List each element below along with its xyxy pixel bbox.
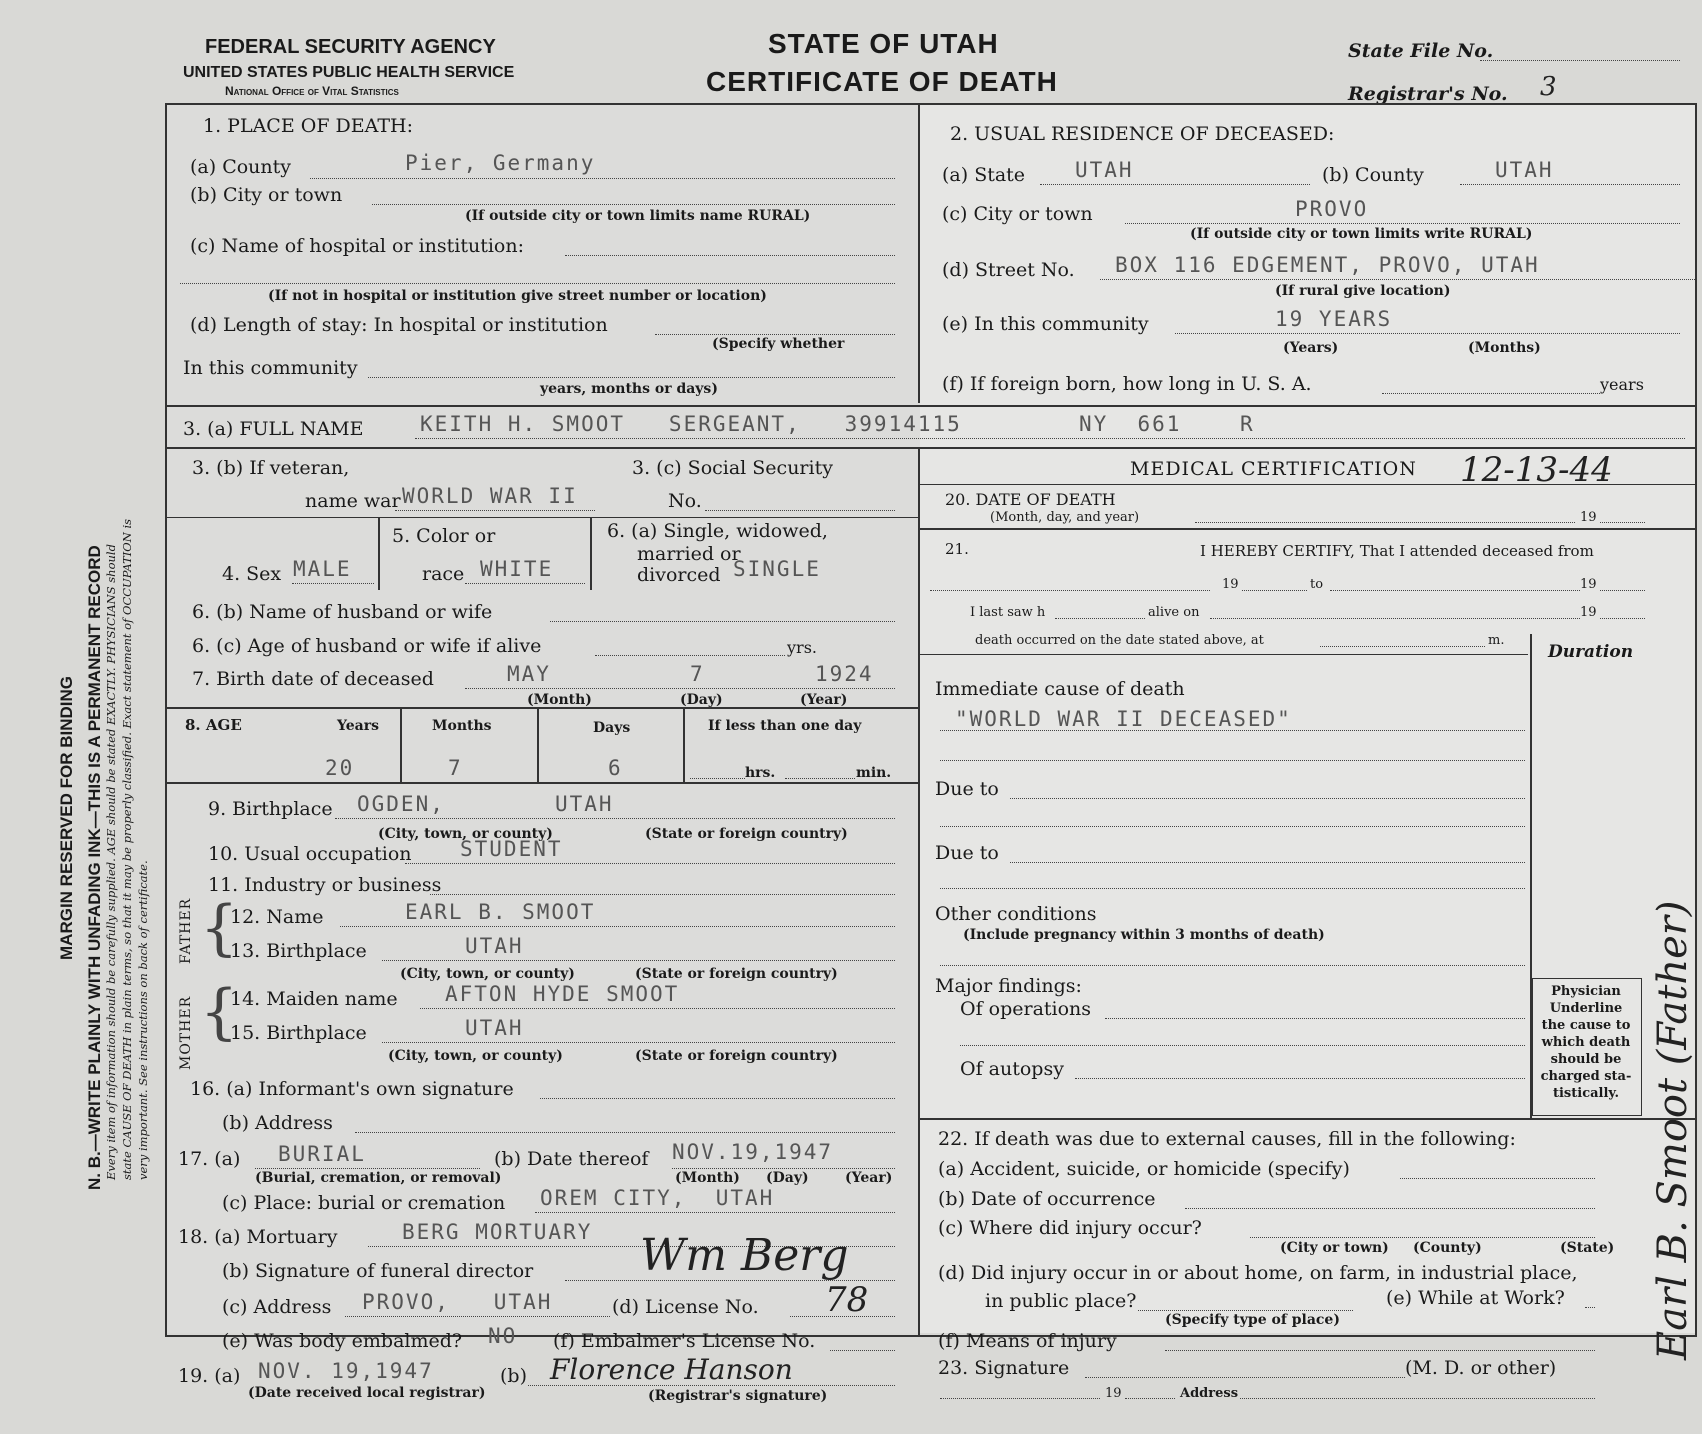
residence-street-value: BOX 116 EDGEMENT, PROVO, UTAH <box>1115 253 1540 277</box>
father-bracket: { <box>200 893 239 963</box>
major-findings-label: Major findings: <box>935 975 1082 997</box>
embalmed-value: NO <box>488 1324 518 1348</box>
place-specify: (Specify whether <box>712 336 845 352</box>
place-ymd: years, months or days) <box>540 381 718 397</box>
operations-label: Of operations <box>960 998 1092 1020</box>
physician-line: should be <box>1550 1052 1622 1067</box>
residence-city-note: (If outside city or town limits write RURAL) <box>1190 226 1533 242</box>
place-county-value: Pier, Germany <box>405 151 596 175</box>
residence-street-label: (d) Street No. <box>942 259 1075 281</box>
father-name-value: EARL B. SMOOT <box>405 900 596 924</box>
medical-heading: MEDICAL CERTIFICATION <box>1130 458 1417 480</box>
other-conditions-label: Other conditions <box>935 903 1097 925</box>
sex-label: 4. Sex <box>222 563 282 585</box>
residence-years: (Years) <box>1283 340 1339 356</box>
burial-place-value: OREM CITY, UTAH <box>540 1186 775 1210</box>
social-security-no: No. <box>668 490 702 512</box>
residence-community-value: 19 YEARS <box>1275 307 1393 331</box>
margin-instructions-2: state CAUSE OF DEATH in plain terms, so that it may be properly classified. Exact statement of OCCUPATION is <box>120 518 134 1180</box>
race-value: WHITE <box>480 557 554 581</box>
home-label: (d) Did injury occur in or about home, on farm, in industrial place, <box>938 1262 1578 1284</box>
occupation-label: 10. Usual occupation <box>208 843 412 865</box>
margin-instructions-1: Every item of information should be carefully supplied. AGE should be stated EXACTLY. PHYSICIANS should <box>104 544 118 1180</box>
age-years-label: Years <box>337 718 380 734</box>
title-certificate: CERTIFICATE OF DEATH <box>706 66 1058 97</box>
while-at-work-label: (e) While at Work? <box>1386 1287 1565 1309</box>
spouse-age-label: 6. (c) Age of husband or wife if alive <box>192 635 542 657</box>
director-signature: Wm Berg <box>640 1230 849 1281</box>
duration-label: Duration <box>1548 642 1634 662</box>
father-state-note: (State or foreign country) <box>635 966 838 982</box>
father-city-note: (City, town, or county) <box>400 966 575 982</box>
occupation-value: STUDENT <box>460 837 563 861</box>
other-conditions-note: (Include pregnancy within 3 months of death) <box>963 927 1325 943</box>
where-state: (State) <box>1560 1240 1615 1256</box>
birthplace-city: OGDEN, <box>357 792 445 816</box>
physician-line: the cause to <box>1541 1018 1631 1033</box>
residence-county-value: UTAH <box>1495 158 1554 182</box>
place-heading: 1. PLACE OF DEATH: <box>203 115 413 137</box>
age-hrs: hrs. <box>745 765 776 781</box>
full-name-label: 3. (a) FULL NAME <box>183 418 364 440</box>
residence-city-value: PROVO <box>1295 197 1369 221</box>
birth-date-label: 7. Birth date of deceased <box>192 668 434 690</box>
father-birthplace-label: 13. Birthplace <box>230 940 367 962</box>
residence-city-label: (c) City or town <box>942 203 1093 225</box>
age-months-label: Months <box>432 718 492 734</box>
burial-month-note: (Month) <box>675 1170 740 1186</box>
birthplace-label: 9. Birthplace <box>208 798 333 820</box>
embalmed-label: (e) Was body embalmed? <box>222 1330 463 1352</box>
place-hospital-label: (c) Name of hospital or institution: <box>190 235 525 257</box>
marital-value: SINGLE <box>733 557 821 581</box>
death-occurred-m: m. <box>1488 633 1505 648</box>
informant-label: 16. (a) Informant's own signature <box>190 1078 514 1100</box>
residence-community-label: (e) In this community <box>942 313 1149 335</box>
residence-state-value: UTAH <box>1075 158 1134 182</box>
certify-19b: 19 <box>1580 577 1597 592</box>
certify-text: I HEREBY CERTIFY, That I attended deceased from <box>1200 542 1594 560</box>
mother-birthplace-value: UTAH <box>465 1016 524 1040</box>
place-county-label: (a) County <box>190 156 292 178</box>
birthplace-state-note: (State or foreign country) <box>645 826 848 842</box>
side-signature: Earl B. Smoot (Father) <box>1650 900 1696 1360</box>
physician-note <box>1536 983 1636 1102</box>
spouse-label: 6. (b) Name of husband or wife <box>192 601 493 623</box>
title-state: STATE OF UTAH <box>768 28 999 59</box>
public-place-note: (Specify type of place) <box>1165 1312 1340 1328</box>
received-label: 19. (a) <box>178 1365 241 1387</box>
margin-reserved: MARGIN RESERVED FOR BINDING <box>57 676 76 960</box>
registrar-label: Registrar's No. <box>1348 83 1508 105</box>
immediate-cause-value: "WORLD WAR II DECEASED" <box>955 707 1292 731</box>
margin-instructions-3: very important. See instructions on back of certificate. <box>136 860 150 1180</box>
burial-year-note: (Year) <box>845 1170 893 1186</box>
physician-line: which death <box>1541 1035 1631 1050</box>
license-label: (d) License No. <box>612 1296 759 1318</box>
marital-divorced: divorced <box>637 564 721 586</box>
father-label: FATHER <box>178 897 194 964</box>
registrar-signature-note: (Registrar's signature) <box>648 1388 828 1404</box>
funeral-address-label: (c) Address <box>222 1296 332 1318</box>
burial-note: (Burial, cremation, or removal) <box>255 1170 502 1186</box>
father-name-label: 12. Name <box>230 906 324 928</box>
signature-md: (M. D. or other) <box>1405 1357 1557 1379</box>
mortuary-value: BERG MORTUARY <box>402 1220 593 1244</box>
race-label: race <box>422 563 465 585</box>
place-hospital-note: (If not in hospital or institution give street number or location) <box>268 288 767 304</box>
agency-name: FEDERAL SECURITY AGENCY <box>205 36 496 58</box>
received-value: NOV. 19,1947 <box>258 1359 434 1383</box>
war-value: WORLD WAR II <box>402 484 578 508</box>
service-name: UNITED STATES PUBLIC HEALTH SERVICE <box>183 64 515 81</box>
age-days-label: Days <box>593 720 631 736</box>
birth-day: 7 <box>690 662 705 686</box>
signature-19: 19 <box>1105 1386 1122 1401</box>
state-file-label: State File No. <box>1348 40 1494 62</box>
age-min: min. <box>856 765 892 781</box>
signature-label: 23. Signature <box>938 1357 1070 1379</box>
marital-label: 6. (a) Single, widowed, <box>607 520 828 542</box>
place-stay-label: (d) Length of stay: In hospital or institution <box>190 314 608 336</box>
license-value: 78 <box>825 1280 869 1320</box>
due-to-2: Due to <box>935 842 999 864</box>
received-note: (Date received local registrar) <box>248 1385 486 1401</box>
mother-city-note: (City, town, or county) <box>388 1048 563 1064</box>
immediate-cause-label: Immediate cause of death <box>935 678 1185 700</box>
place-city-note: (If outside city or town limits name RURAL) <box>465 208 811 224</box>
full-name-value: KEITH H. SMOOT SERGEANT, 39914115 NY 661 R <box>420 412 1255 436</box>
war-label: name war <box>305 490 401 512</box>
birth-day-note: (Day) <box>680 692 723 708</box>
certify-19a: 19 <box>1222 577 1239 592</box>
residence-street-note: (If rural give location) <box>1275 283 1451 299</box>
birthplace-city-note: (City, town, or county) <box>378 826 553 842</box>
social-security-label: 3. (c) Social Security <box>632 457 833 479</box>
birth-month-note: (Month) <box>527 692 592 708</box>
burial-value: BURIAL <box>278 1142 366 1166</box>
burial-label: 17. (a) <box>178 1148 241 1170</box>
occurrence-label: (b) Date of occurrence <box>938 1188 1156 1210</box>
informant-address-label: (b) Address <box>222 1112 333 1134</box>
registrar-number: 3 <box>1540 72 1557 102</box>
alive-on: alive on <box>1148 605 1200 620</box>
birth-year-note: (Year) <box>800 692 848 708</box>
residence-years-end: years <box>1600 375 1644 394</box>
residence-months: (Months) <box>1468 340 1541 356</box>
medical-hand-date: 12-13-44 <box>1460 450 1613 490</box>
industry-label: 11. Industry or business <box>208 874 442 896</box>
color-label: 5. Color or <box>392 525 496 547</box>
mother-bracket: { <box>200 977 239 1047</box>
marital-married: married or <box>637 543 741 565</box>
age-less-label: If less than one day <box>708 718 862 734</box>
means-label: (f) Means of injury <box>938 1330 1117 1352</box>
birth-month: MAY <box>507 662 551 686</box>
registrar-signature-label: (b) <box>500 1365 527 1387</box>
burial-place-label: (c) Place: burial or cremation <box>222 1192 506 1214</box>
birth-year: 1924 <box>815 662 874 686</box>
residence-foreign-label: (f) If foreign born, how long in U. S. A. <box>942 373 1312 395</box>
last-saw: I last saw h <box>970 605 1046 620</box>
signature-address-label: Address <box>1180 1386 1239 1401</box>
place-community-label: In this community <box>183 357 358 379</box>
residence-state-label: (a) State <box>942 164 1026 186</box>
director-label: (b) Signature of funeral director <box>222 1260 534 1282</box>
where-label: (c) Where did injury occur? <box>938 1217 1202 1239</box>
accident-label: (a) Accident, suicide, or homicide (specify) <box>938 1158 1350 1180</box>
veteran-label: 3. (b) If veteran, <box>192 457 350 479</box>
death-date-label: 20. DATE OF DEATH <box>945 490 1116 509</box>
residence-heading: 2. USUAL RESIDENCE OF DECEASED: <box>950 123 1335 145</box>
public-place-label: in public place? <box>985 1290 1137 1312</box>
physician-line: charged sta- <box>1540 1069 1632 1084</box>
mother-birthplace-label: 15. Birthplace <box>230 1022 367 1044</box>
age-months-value: 7 <box>448 756 463 780</box>
mother-name-value: AFTON HYDE SMOOT <box>445 982 680 1006</box>
physician-line: Underline <box>1549 1001 1623 1016</box>
residence-county-label: (b) County <box>1322 164 1424 186</box>
mother-label: MOTHER <box>178 995 194 1070</box>
sex-value: MALE <box>293 557 352 581</box>
age-label: 8. AGE <box>185 716 242 734</box>
funeral-address-value: PROVO, UTAH <box>362 1290 553 1314</box>
spouse-yrs: yrs. <box>787 638 817 657</box>
physician-line: tistically. <box>1552 1086 1619 1101</box>
death-date-note: (Month, day, and year) <box>990 510 1140 525</box>
autopsy-label: Of autopsy <box>960 1058 1064 1080</box>
burial-day-note: (Day) <box>766 1170 809 1186</box>
death-date-19: 19 <box>1580 510 1597 525</box>
physician-line: Physician <box>1551 984 1621 999</box>
birthplace-state: UTAH <box>555 792 614 816</box>
mother-state-note: (State or foreign country) <box>635 1048 838 1064</box>
age-years-value: 20 <box>325 756 355 780</box>
office-name: National Office of Vital Statistics <box>225 84 399 98</box>
margin-binding-note: N. B.—WRITE PLAINLY WITH UNFADING INK—THIS IS A PERMANENT RECORD <box>85 545 104 1190</box>
alive-19: 19 <box>1580 605 1597 620</box>
certify-number: 21. <box>945 540 969 558</box>
embalmer-license-label: (f) Embalmer's License No. <box>553 1330 816 1352</box>
burial-date-label: (b) Date thereof <box>494 1148 649 1170</box>
father-birthplace-value: UTAH <box>465 934 524 958</box>
certify-to: to <box>1310 577 1324 592</box>
mortuary-label: 18. (a) Mortuary <box>178 1226 338 1248</box>
age-days-value: 6 <box>608 756 623 780</box>
death-occurred: death occurred on the date stated above, at <box>975 633 1264 648</box>
mother-name-label: 14. Maiden name <box>230 988 398 1010</box>
where-county: (County) <box>1413 1240 1482 1256</box>
due-to-1: Due to <box>935 778 999 800</box>
where-city: (City or town) <box>1280 1240 1389 1256</box>
registrar-signature: Florence Hanson <box>550 1353 793 1386</box>
external-label: 22. If death was due to external causes, fill in the following: <box>938 1128 1516 1150</box>
burial-date-value: NOV.19,1947 <box>672 1140 834 1164</box>
place-city-label: (b) City or town <box>190 184 343 206</box>
